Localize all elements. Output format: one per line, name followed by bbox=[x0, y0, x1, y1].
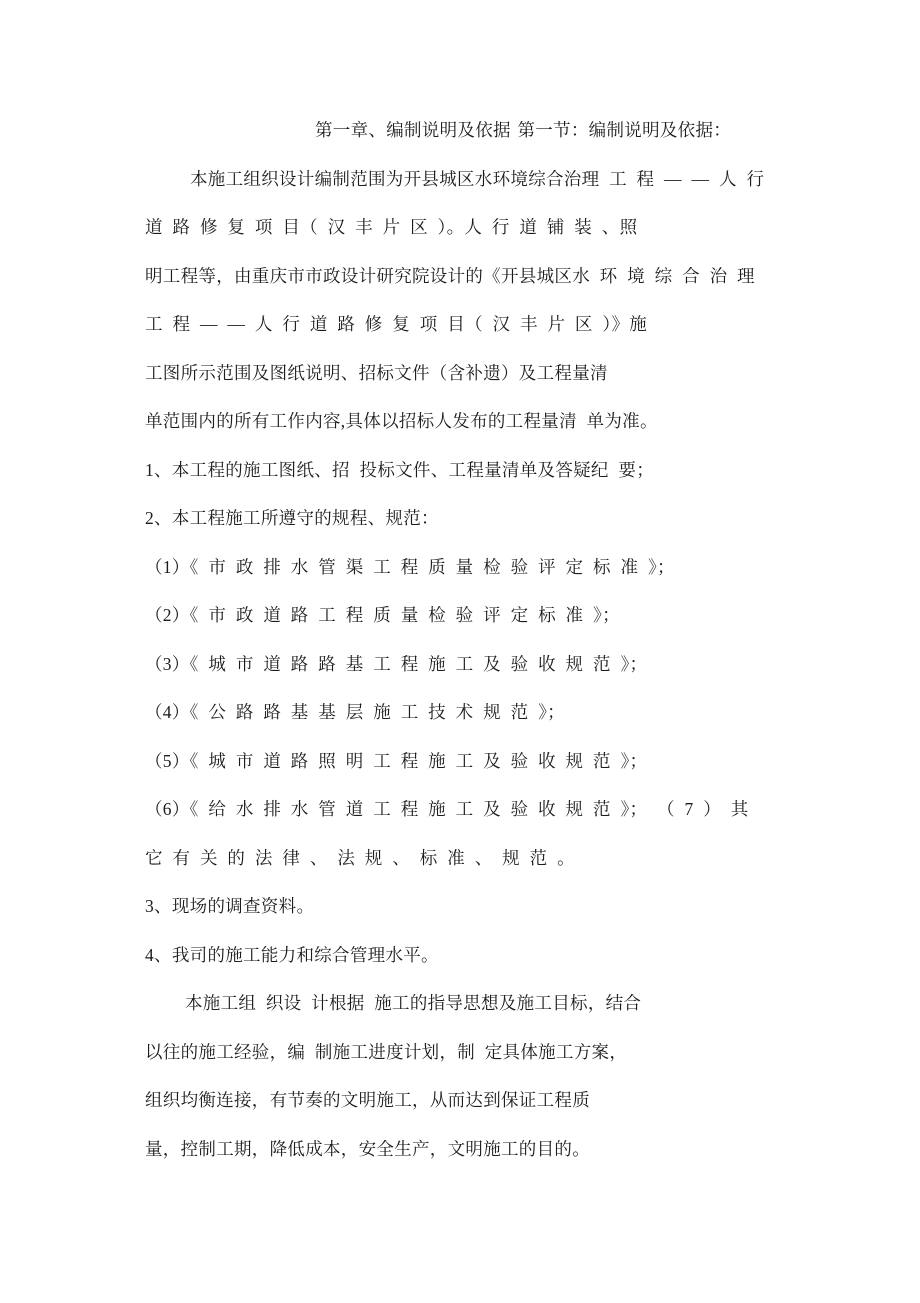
document-body bbox=[145, 106, 875, 1173]
paragraph-line: 本施工组 织设 计根据 施工的指导思想及施工目标，结合 bbox=[185, 993, 642, 1013]
paragraph-line: 工 程 — — 人 行 道 路 修 复 项 目（ 汉 丰 片 区 ）》施 bbox=[145, 314, 648, 334]
sub-item-1: （1）《 市 政 排 水 管 渠 工 程 质 量 检 验 评 定 标 准 》； bbox=[145, 556, 675, 577]
sub-item-2: （2）《 市 政 道 路 工 程 质 量 检 验 评 定 标 准 》； bbox=[145, 605, 620, 625]
chapter-heading: 第一章、编制说明及依据 第一节：编制说明及依据： bbox=[315, 120, 732, 140]
list-item-2: 2、本工程施工所遵守的规程、规范： bbox=[145, 508, 439, 528]
paragraph-line: 本施工组织设计编制范围为开县城区水环境综合治理 工 程 — — 人 行 bbox=[190, 168, 765, 189]
paragraph-line: 以往的施工经验，编 制施工进度计划，制 定具体施工方案， bbox=[145, 1041, 628, 1062]
paragraph-line: 单范围内的所有工作内容,具体以招标人发布的工程量清 单为准。 bbox=[145, 411, 658, 431]
paragraph-line: 工图所示范围及图纸说明、招标文件（含补遗）及工程量清 bbox=[145, 362, 608, 383]
list-item-4: 4、我司的施工能力和综合管理水平。 bbox=[145, 944, 439, 965]
paragraph-line: 明工程等，由重庆市市政设计研究院设计的《开县城区水 环 境 综 合 治 理 bbox=[145, 265, 755, 286]
sub-item-3: （3）《 城 市 道 路 路 基 工 程 施 工 及 验 收 规 范 》； bbox=[145, 653, 648, 674]
paragraph-line: 组织均衡连接，有节奏的文明施工，从而达到保证工程质 bbox=[145, 1090, 590, 1110]
list-item-3: 3、现场的调查资料。 bbox=[145, 896, 315, 916]
list-item-1: 1、本工程的施工图纸、招 投标文件、工程量清单及答疑纪 要； bbox=[145, 459, 654, 480]
sub-item-5: （5）《 城 市 道 路 照 明 工 程 施 工 及 验 收 规 范 》； bbox=[145, 750, 648, 771]
paragraph-line: 量，控制工期，降低成本，安全生产，文明施工的目的。 bbox=[145, 1138, 590, 1159]
sub-item-6: （6）《 给 水 排 水 管 道 工 程 施 工 及 验 收 规 范 》； （ 7 ） 其 bbox=[145, 799, 749, 819]
sub-item-4: （4）《 公 路 路 基 基 层 施 工 技 术 规 范 》； bbox=[145, 702, 565, 722]
paragraph-line: 道 路 修 复 项 目（ 汉 丰 片 区 ）。人 行 道 铺 装 、照 bbox=[145, 217, 638, 237]
sub-item-7-continuation: 它 有 关 的 法 律 、 法 规 、 标 准 、 规 范 。 bbox=[145, 847, 575, 868]
